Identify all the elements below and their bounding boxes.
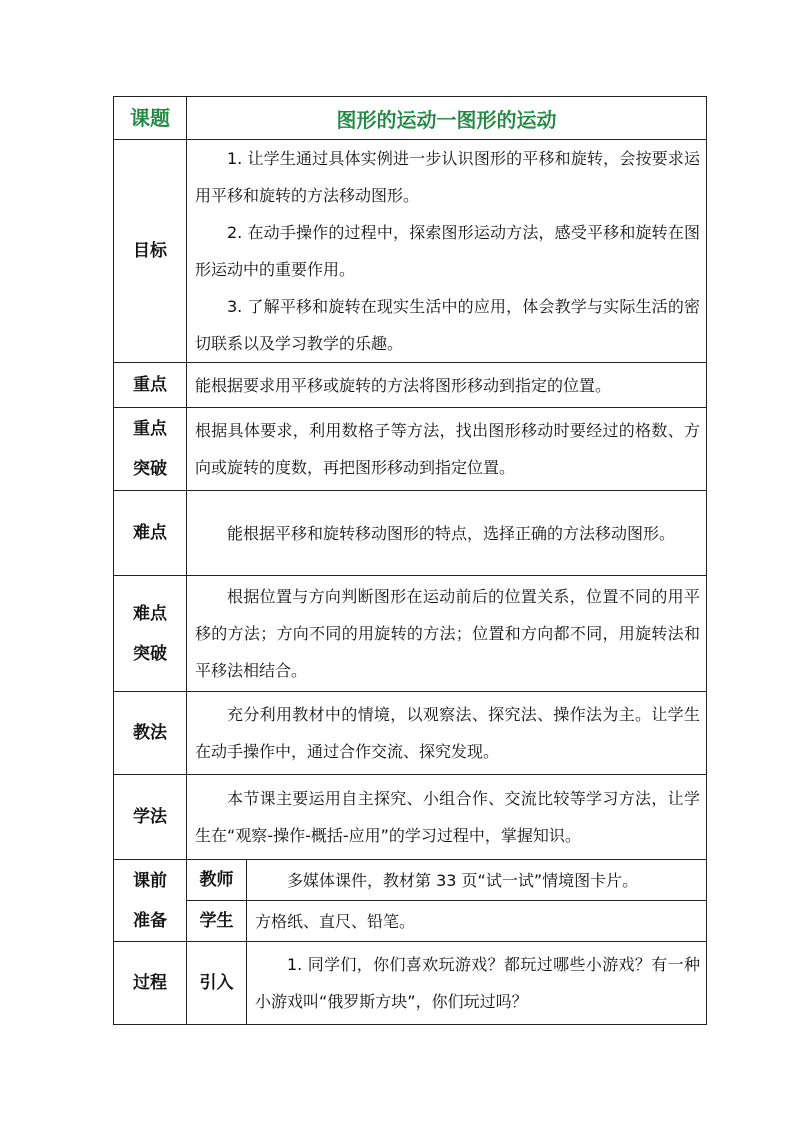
row-key-breakthrough — [114, 408, 707, 491]
difficulty-text: 能根据平移和旋转移动图形的特点，选择正确的方法移动图形。 — [187, 491, 707, 576]
preparation-label — [114, 860, 187, 942]
intro-label: 引入 — [187, 942, 247, 1025]
topic-label: 课题 — [114, 97, 187, 140]
difficulty-label: 难点 — [114, 491, 187, 576]
goal-item: 1. 让学生通过具体实例进一步认识图形的平移和旋转，会按要求运用平移和旋转的方法移动图形。 — [195, 149, 700, 205]
teaching-method-label: 教法 — [114, 692, 187, 775]
learning-method-text: 本节课主要运用自主探究、小组合作、交流比较等学习方法，让学生在“观察-操作-概括-应用”的学习过程中，掌握知识。 — [187, 775, 707, 860]
row-process — [114, 942, 707, 1025]
teacher-prep-text: 多媒体课件，教材第 33 页“试一试”情境图卡片。 — [247, 860, 707, 901]
lesson-plan-table — [113, 96, 707, 1025]
student-prep-text: 方格纸、直尺、铅笔。 — [247, 901, 707, 942]
learning-method-label: 学法 — [114, 775, 187, 860]
row-difficulty-breakthrough — [114, 576, 707, 692]
goal-item: 2. 在动手操作的过程中，探索图形运动方法，感受平移和旋转在图形运动中的重要作用。 — [195, 223, 700, 279]
label-line: 突破 — [133, 643, 167, 664]
row-goals — [114, 140, 707, 363]
difficulty-breakthrough-text: 根据位置与方向判断图形在运动前后的位置关系，位置不同的用平移的方法；方向不同的用旋转的方法；位置和方向都不同，用旋转法和平移法相结合。 — [187, 576, 707, 692]
student-label: 学生 — [187, 901, 247, 942]
row-topic — [114, 97, 707, 140]
label-line: 课前 — [133, 870, 167, 891]
key-breakthrough-label — [114, 408, 187, 491]
label-line: 重点 — [133, 419, 167, 439]
goals-label: 目标 — [114, 140, 187, 363]
row-preparation-teacher — [114, 860, 707, 901]
label-line: 难点 — [133, 603, 167, 624]
row-teaching-method — [114, 692, 707, 775]
label-line: 突破 — [133, 459, 167, 479]
teacher-label: 教师 — [187, 860, 247, 901]
row-learning-method — [114, 775, 707, 860]
key-breakthrough-text: 根据具体要求，利用数格子等方法，找出图形移动时要经过的格数、方向或旋转的度数，再把图形移动到指定位置。 — [187, 408, 707, 491]
process-label: 过程 — [114, 942, 187, 1025]
key-point-text: 能根据要求用平移或旋转的方法将图形移动到指定的位置。 — [187, 363, 707, 408]
label-line: 准备 — [133, 910, 167, 931]
page-title: 图形的运动一图形的运动 — [187, 97, 707, 140]
row-difficulty — [114, 491, 707, 576]
teaching-method-text: 充分利用教材中的情境，以观察法、探究法、操作法为主。让学生在动手操作中，通过合作交流、探究发现。 — [187, 692, 707, 775]
row-key-point — [114, 363, 707, 408]
difficulty-breakthrough-label — [114, 576, 187, 692]
key-point-label: 重点 — [114, 363, 187, 408]
row-preparation-student — [114, 901, 707, 942]
goals-content — [187, 140, 707, 363]
goal-item: 3. 了解平移和旋转在现实生活中的应用，体会教学与实际生活的密切联系以及学习教学的乐趣。 — [195, 297, 700, 353]
process-intro-text: 1. 同学们，你们喜欢玩游戏？都玩过哪些小游戏？有一种小游戏叫“俄罗斯方块”，你们玩过吗？ — [247, 942, 707, 1025]
